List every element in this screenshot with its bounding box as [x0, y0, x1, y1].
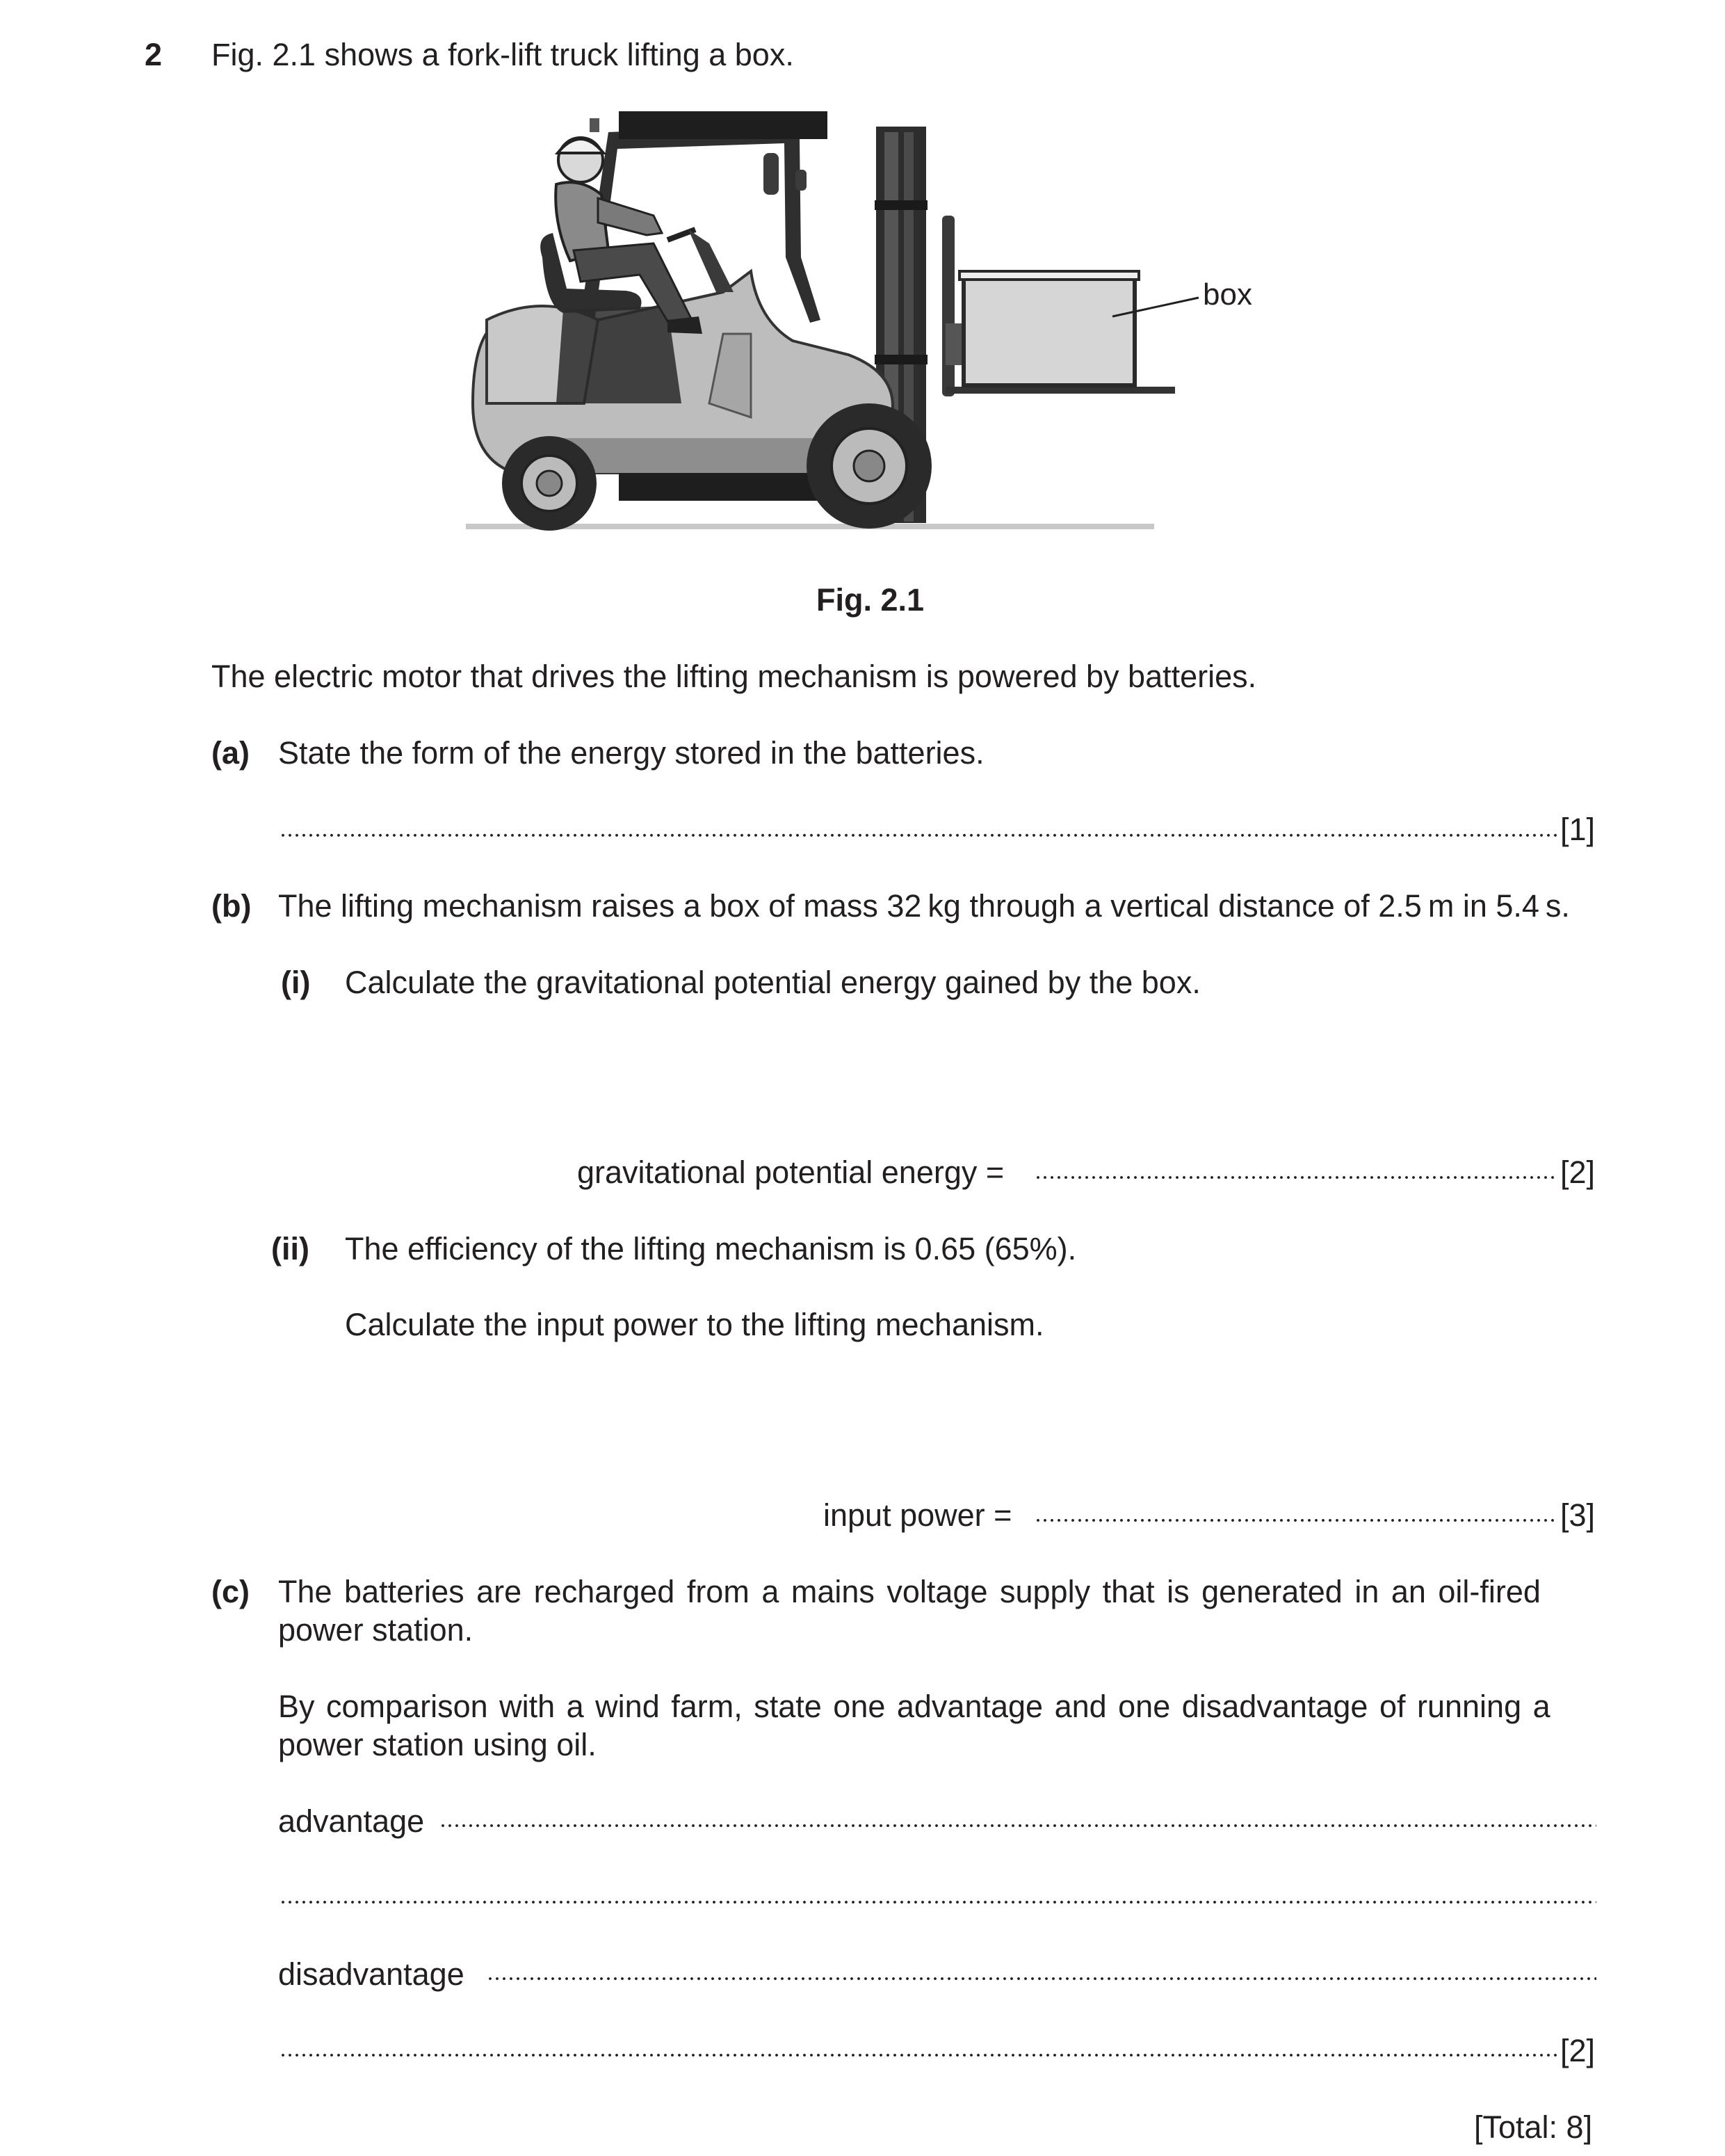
- part-b-ii-statement: The efficiency of the lifting mechanism is 0.65 (65%).: [345, 1231, 1077, 1266]
- forklift-figure: [459, 111, 1265, 542]
- total-marks: [Total: 8]: [1474, 2109, 1593, 2145]
- part-a-question: State the form of the energy stored in the batteries.: [278, 735, 985, 771]
- part-b-i-question: Calculate the gravitational potential energy gained by the box.: [345, 965, 1201, 1000]
- part-a-label: (a): [211, 735, 250, 771]
- context-text: The electric motor that drives the lifting mechanism is powered by batteries.: [211, 659, 1257, 694]
- part-a-answer-line[interactable]: [280, 833, 1557, 837]
- advantage-answer-line-1[interactable]: [439, 1824, 1596, 1828]
- box-graphic: [964, 275, 1135, 385]
- part-b-i-marks: [2]: [1560, 1155, 1596, 1190]
- disadvantage-label: disadvantage: [278, 1956, 464, 1992]
- part-c-question-line2: power station using oil.: [278, 1727, 597, 1762]
- part-a-marks: [1]: [1560, 812, 1596, 847]
- mirror: [763, 153, 779, 195]
- fork-tine: [946, 387, 1175, 394]
- front-wheel: [807, 403, 932, 529]
- gpe-answer-line[interactable]: [1035, 1175, 1557, 1180]
- part-b-stem: The lifting mechanism raises a box of mass 32 kg through a vertical distance of 2.5 m in 5.4 s.: [278, 888, 1570, 924]
- rear-wheel: [502, 436, 597, 531]
- part-b-i-label: (i): [281, 965, 311, 1000]
- box-label: box: [1203, 277, 1252, 312]
- part-b-ii-marks: [3]: [1560, 1497, 1596, 1533]
- advantage-label: advantage: [278, 1803, 425, 1839]
- part-c-stem-line1: The batteries are recharged from a mains voltage supply that is generated in an oil-fired: [278, 1574, 1541, 1609]
- part-c-question-line1: By comparison with a wind farm, state one advantage and one disadvantage of running a: [278, 1689, 1550, 1724]
- power-answer-label: input power =: [823, 1497, 1012, 1533]
- disadvantage-answer-line-2[interactable]: [280, 2053, 1557, 2057]
- question-intro: Fig. 2.1 shows a fork-lift truck lifting a box.: [211, 37, 794, 72]
- part-b-ii-question: Calculate the input power to the lifting mechanism.: [345, 1307, 1044, 1342]
- part-c-marks: [2]: [1560, 2033, 1596, 2068]
- advantage-answer-line-2[interactable]: [280, 1900, 1596, 1904]
- question-number: 2: [145, 37, 163, 72]
- part-c-stem-line2: power station.: [278, 1612, 473, 1648]
- part-c-label: (c): [211, 1574, 250, 1609]
- gpe-answer-label: gravitational potential energy =: [577, 1155, 1005, 1190]
- part-b-label: (b): [211, 888, 252, 924]
- fork-carriage: [942, 216, 955, 396]
- figure-caption: Fig. 2.1: [816, 582, 925, 618]
- disadvantage-answer-line-1[interactable]: [487, 1977, 1596, 1981]
- part-b-ii-label: (ii): [271, 1231, 309, 1266]
- power-answer-line[interactable]: [1035, 1518, 1557, 1522]
